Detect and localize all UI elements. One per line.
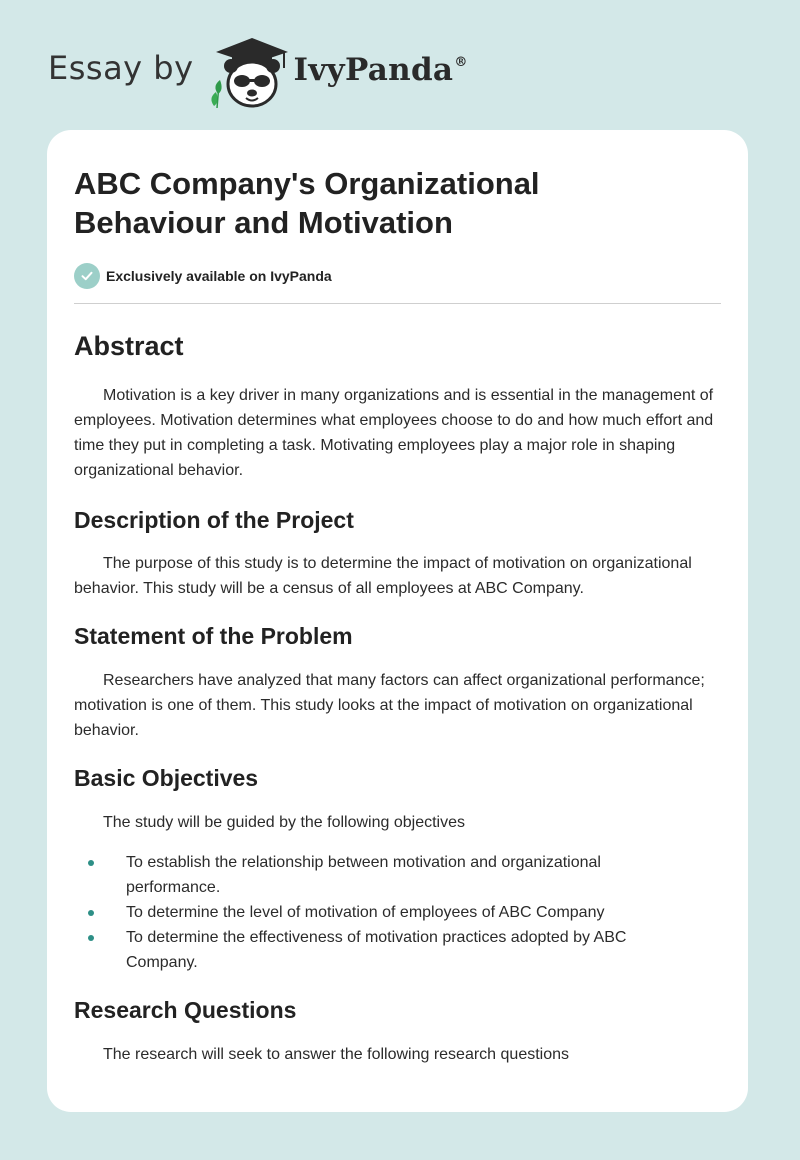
page-title: ABC Company's Organizational Behaviour and Motivation bbox=[74, 166, 540, 240]
list-item: To determine the level of motivation of employees of ABC Company bbox=[126, 900, 694, 925]
abstract-paragraph: Motivation is a key driver in many organizations and is essential in the management of employees. Motivation determines what employees choose to do and how much effort and time they put in completing a task. Motivating employees play a major role in shaping organizational behavior. bbox=[74, 387, 714, 479]
bullet-icon bbox=[88, 860, 94, 866]
divider bbox=[74, 303, 721, 304]
exclusive-label: Exclusively available on IvyPanda bbox=[106, 268, 332, 284]
objectives-heading: Basic Objectives bbox=[74, 765, 259, 791]
essay-by-label: Essay by bbox=[48, 49, 194, 87]
site-header bbox=[48, 32, 468, 112]
bullet-icon bbox=[88, 910, 94, 916]
exclusive-badge bbox=[74, 262, 721, 290]
list-item: To determine the effectiveness of motivation practices adopted by ABC Company. bbox=[126, 925, 694, 975]
registered-mark: ® bbox=[454, 55, 468, 70]
bullet-icon bbox=[88, 935, 94, 941]
abstract-heading: Abstract bbox=[74, 331, 184, 361]
objectives-intro: The study will be guided by the following objectives bbox=[103, 814, 465, 831]
brand-name[interactable]: IvyPanda® bbox=[293, 52, 468, 88]
description-paragraph: The purpose of this study is to determine the impact of motivation on organizational behavior. This study will be a census of all employees at ABC Company. bbox=[74, 555, 692, 597]
research-questions-heading: Research Questions bbox=[74, 997, 297, 1023]
essay-card bbox=[47, 130, 748, 1112]
problem-heading: Statement of the Problem bbox=[74, 623, 353, 649]
description-heading: Description of the Project bbox=[74, 507, 354, 533]
problem-paragraph: Researchers have analyzed that many factors can affect organizational performance; motivation is one of them. This study looks at the impact of motivation on organizational behavior. bbox=[74, 672, 705, 739]
objectives-list bbox=[74, 850, 694, 975]
check-icon bbox=[74, 263, 100, 289]
ivypanda-logo-icon[interactable] bbox=[204, 34, 300, 114]
list-item: To establish the relationship between motivation and organizational performance. bbox=[126, 850, 694, 900]
research-questions-intro: The research will seek to answer the following research questions bbox=[103, 1046, 570, 1063]
